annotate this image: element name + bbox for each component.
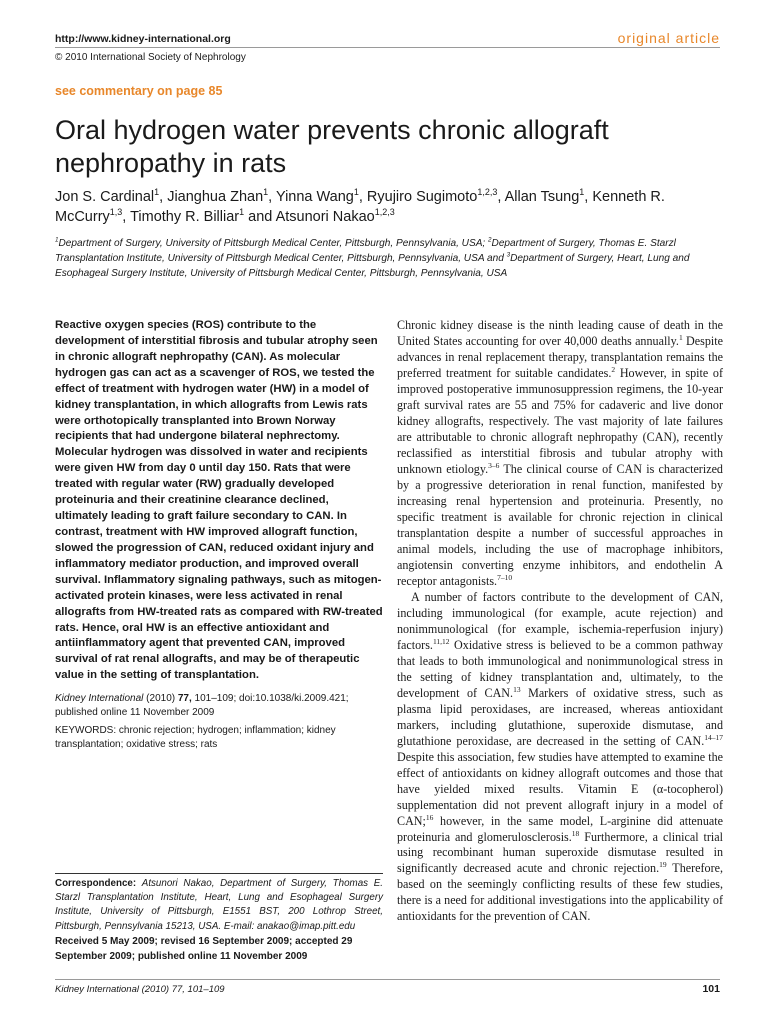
author-name: Jon S. Cardinal: [55, 189, 155, 205]
citation-ref[interactable]: 19: [659, 860, 667, 870]
author-affiliation-mark: 1,3: [109, 207, 123, 218]
header-divider: [55, 47, 720, 48]
citation-ref[interactable]: 14–17: [704, 732, 723, 742]
author-name: Ryujiro Sugimoto: [366, 189, 478, 205]
keywords: KEYWORDS: chronic rejection; hydrogen; inflammation; kidney transplantation; oxidative stress; rats: [55, 725, 336, 750]
author-list: Jon S. Cardinal$^1$, Jianghua Zhan$^1$, Yinna Wang$^1$, Ryujiro Sugimoto$^{1,2,3}$, Allan Tsung$^1$, Kenneth R. McCurry$^{1,3}$, Timothy R. Billiar$^1$ and Atsunori Nakao$^{1,2,3}$: [55, 187, 665, 225]
affiliation-text: Department of Surgery, Thomas E. Starzl Transplantation Institute, University of Pittsburgh Medical Center, Pittsburgh, Pennsylvania, USA and: [55, 238, 676, 264]
citation-ref[interactable]: 1: [678, 332, 683, 342]
affiliation-number: 1: [55, 236, 59, 244]
citation-journal: Kidney International: [55, 693, 144, 705]
citation-ref[interactable]: 7–10: [497, 572, 513, 582]
footer-divider: [55, 979, 720, 980]
author-affiliation-mark: 1: [263, 187, 269, 198]
copyright-notice: © 2010 International Society of Nephrology: [55, 52, 246, 63]
correspondence-text: Atsunori Nakao, Department of Surgery, Thomas E. Starzl Transplantation Institute, Heart, Lung and Esophageal Surgery Institute, University of Pittsburgh, E1551 BST, 200 Lothrop Street, Pittsburgh, Pennsylvania 15213, USA. E-mail: anakao@imap.pitt.edu: [55, 878, 383, 932]
author-name: Kenneth R. McCurry: [55, 189, 665, 225]
body-paragraph-1: Chronic kidney disease is the ninth leading cause of death in the United States accounting for over 40,000 deaths annually.$^1$ Despite advances in renal replacement therapy, transplantation remains the preferred treatment for suitable candidates.$^2$ However, in spite of improved postoperative immunosuppression regimens, the 10-year graft survival rates are 55 and 75% for cadaveric and live donor kidney allografts, respectively. The vast majority of late failures are attributable to chronic allograft nephropathy (CAN), recently reclassified as interstitial fibrosis and tubular atrophy with unknown etiology.$^{3-6}$ The clinical course of CAN is characterized by a progressive deterioration in renal function, manifested by increasing renal hypertension and proteinuria. Presently, no specific treatment is available for chronic rejection in clinical transplantation despite a number of successful approaches in animal models, including the use of macrophage inhibitors, angiotensin converting enzyme inhibitors, and endothelin A receptor antagonists.$^{7-10}$: [397, 318, 723, 588]
author-name: Yinna Wang: [275, 189, 354, 205]
footer-journal: Kidney International (2010) 77, 101–109: [55, 984, 225, 995]
article-title: Oral hydrogen water prevents chronic allograft nephropathy in rats: [55, 115, 609, 178]
author-affiliation-mark: 1: [239, 207, 245, 218]
citation-ref[interactable]: 18: [571, 828, 580, 838]
commentary-link[interactable]: see commentary on page 85: [55, 84, 223, 98]
correspondence: [55, 877, 383, 934]
author-affiliation-mark: 1: [154, 187, 160, 198]
citation-line: [55, 692, 383, 719]
citation-ref[interactable]: 2: [611, 364, 616, 374]
citation-ref[interactable]: 13: [513, 684, 521, 694]
journal-url[interactable]: http://www.kidney-international.org: [55, 33, 231, 45]
body-paragraph-2: A number of factors contribute to the development of CAN, including immunological (for example, acute rejection) and nonimmunological (for example, ischemia-reperfusion injury) factors.$^{11,12}$ Oxidative stress is believed to be a common pathway that leads to both immunological and nonimmunological stress in the setting of kidney transplantation and, ultimately, to the development of CAN.$^{13}$ Markers of oxidative stress, such as plasma lipid peroxidases, are increased, whereas antioxidant markers, including glutathione, superoxide dismutase, and glutathione peroxidase, are decreased in the setting of CAN.$^{14-17}$ Despite this association, few studies have attempted to examine the effect of antioxidants on kidney allograft outcomes and those that have yielded mixed results. Vitamin E (α-tocopherol) supplementation did not prevent allograft injury in a model of CAN;$^{16}$ however, in the same model, L-arginine did attenuate proteinuria and glomerulosclerosis.$^{18}$ Furthermore, a clinical trial using recombinant human superoxide dismutase resulted in significantly decreased acute and chronic rejection.$^{19}$ Therefore, based on the seemingly conflicting results of these few studies, there is a need for additional investigations into the applicability of antioxidants for the prevention of CAN.: [397, 589, 723, 924]
author-name: Allan Tsung: [504, 189, 580, 205]
correspondence-label: Correspondence:: [55, 878, 137, 889]
correspondence-divider: [55, 873, 383, 874]
affiliation-number: 3: [506, 251, 511, 259]
citation-ref[interactable]: 16: [425, 812, 434, 822]
author-affiliation-mark: 1: [353, 187, 359, 198]
abstract-text: Reactive oxygen species (ROS) contribute to the development of interstitial fibrosis and tubular atrophy seen in chronic allograft nephropathy (CAN). As molecular hydrogen gas can act as a scavenger of ROS, we tested the effect of treatment with hydrogen water (HW) in a model of kidney transplantation, in which allografts from Lewis rats were orthotopically transplanted into Brown Norway recipients that had undergone bilateral nephrectomy. Molecular hydrogen was dissolved in water and recipients were given HW from day 0 until day 150. Rats that were treated with regular water (RW) gradually developed proteinuria and their creatinine clearance declined, ultimately leading to graft failure secondary to CAN. In contrast, treatment with HW improved allograft function, slowed the progression of CAN, reduced oxidant injury and inflammatory mediator production, and improved overall survival. Inflammatory signaling pathways, such as mitogen-activated protein kinases, were less activated in renal allografts from HW-treated rats as compared with RW-treated rats. Hence, oral HW is an effective antioxidant and antiinflammatory agent that prevented CAN, improved survival of rat renal allografts, and may be of therapeutic value in the setting of transplantation.: [55, 319, 383, 682]
affiliations: [55, 236, 725, 281]
author-name: Atsunori Nakao: [275, 209, 375, 225]
author-name: Timothy R. Billiar: [130, 209, 240, 225]
citation-volume: 77,: [177, 693, 192, 705]
affiliation-number: 2: [488, 236, 492, 244]
citation-doi[interactable]: 101–109; doi:10.1038/ki.2009.421;: [191, 693, 349, 705]
body-column: [397, 318, 723, 925]
article-type-label: original article: [617, 30, 720, 46]
citation-published: published online 11 November 2009: [55, 706, 215, 718]
citation-ref[interactable]: 3–6: [488, 460, 500, 470]
page-number: 101: [702, 983, 720, 995]
abstract-column: [55, 318, 383, 751]
affiliation-text: Department of Surgery, University of Pittsburgh Medical Center, Pittsburgh, Pennsylvania, USA;: [58, 238, 486, 249]
citation-year: (2010): [143, 693, 178, 705]
author-affiliation-mark: 1: [579, 187, 585, 198]
citation-ref[interactable]: 11,12: [432, 636, 450, 646]
author-name: Jianghua Zhan: [167, 189, 264, 205]
author-affiliation-mark: 1,2,3: [477, 187, 498, 198]
received-dates: Received 5 May 2009; revised 16 September 2009; accepted 29 September 2009; published online 11 November 2009: [55, 936, 353, 962]
author-affiliation-mark: 1,2,3: [374, 207, 395, 218]
affiliation-text: Department of Surgery, Heart, Lung and Esophageal Surgery Institute, University of Pittsburgh Medical Center, Pittsburgh, Pennsylvania, USA: [55, 253, 690, 279]
